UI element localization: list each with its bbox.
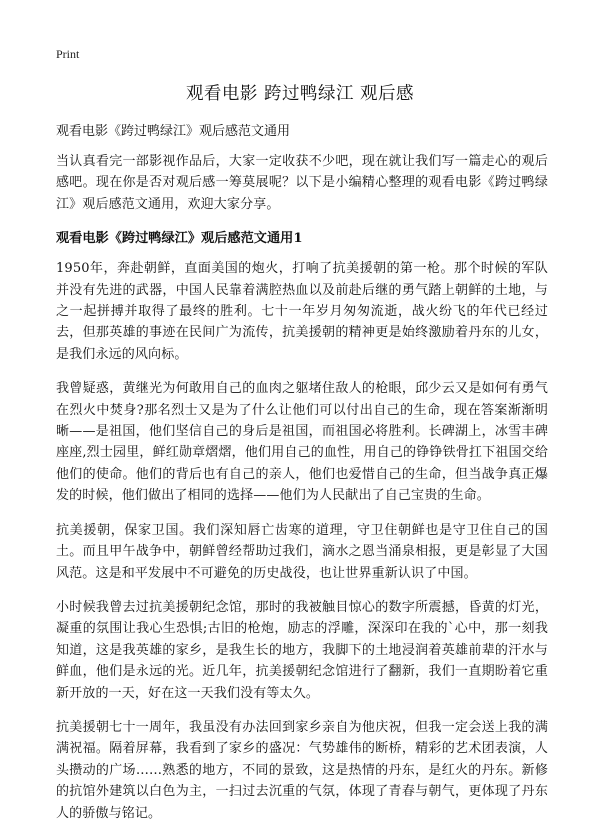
document-body — [56, 151, 548, 837]
body-paragraph-1: 1950年，奔赴朝鲜，直面美国的炮火，打响了抗美援朝的第一枪。那个时候的军队并没有先进的武器，中国人民靠着满腔热血以及前赴后继的勇气踏上朝鲜的土地，与之一起拼搏并取得了最终的胜利。七十一年岁月匆匆流逝，战火纷飞的年代已经过去，但那英雄的事迹在民间广为流传，抗美援朝的精神更是始终激励着丹东的儿女，是我们永远的风向标。 — [56, 261, 548, 362]
page-title: 观看电影 跨过鸭绿江 观后感 — [185, 84, 415, 104]
body-paragraph-5: 抗美援朝七十一周年，我虽没有办法回到家乡亲自为他庆祝，但我一定会送上我的满满祝福。隔着屏幕，我看到了家乡的盛况：气势雄伟的断桥，精彩的艺术团表演，人头攒动的广场……熟悉的地方，不同的景致，这是热情的丹东，是红火的丹东。新修的抗馆外建筑以白色为主，一扫过去沉重的气氛，体现了青春与朝气，更体现了丹东人的骄傲与铭记。 — [56, 719, 548, 821]
body-paragraph-3: 抗美援朝，保家卫国。我们深知唇亡齿寒的道理，守卫住朝鲜也是守卫住自己的国土。而且甲午战争中，朝鲜曾经帮助过我们，滴水之恩当涌泉相报，更是彰显了大国风范。这是和平发展中不可避免的历史战役，也让世界重新认识了中国。 — [56, 522, 548, 581]
document-subtitle: 观看电影《跨过鸭绿江》观后感范文通用 — [56, 124, 291, 139]
print-link[interactable]: Print — [56, 47, 80, 61]
body-paragraph-2: 我曾疑惑，黄继光为何敢用自己的血肉之躯堵住敌人的枪眼，邱少云又是如何有勇气在烈火中焚身?那名烈士又是为了什么让他们可以付出自己的生命，现在答案渐渐明晰——是祖国，他们坚信自己的身后是祖国，而祖国必将胜利。长碑湖上，冰雪丰碑座座,烈士园里，鲜红勋章熠熠，他们用自己的血性，用自己的铮铮铁骨扛下祖国交给他们的使命。他们的背后也有自己的亲人，他们也爱惜自己的生命，但当战争真正爆发的时候，他们做出了相同的选择——他们为人民献出了自己宝贵的生命。 — [56, 381, 548, 504]
section-heading: 观看电影《跨过鸭绿江》观后感范文通用1 — [56, 231, 303, 247]
body-paragraph-4: 小时候我曾去过抗美援朝纪念馆，那时的我被触目惊心的数字所震撼，昏黄的灯光，凝重的氛围让我心生恐惧;古旧的枪炮，励志的浮雕，深深印在我的`心中，那一刻我知道，这是我英雄的家乡，是我生长的地方，我脚下的土地浸润着英雄前辈的汗水与鲜血，他们是永远的光。近几年，抗美援朝纪念馆进行了翻新，我们一直期盼着它重新开放的一天，好在这一天我们没有等太久。 — [56, 599, 548, 701]
intro-paragraph: 当认真看完一部影视作品后，大家一定收获不少吧，现在就让我们写一篇走心的观后感吧。现在你是否对观后感一筹莫展呢？以下是小编精心整理的观看电影《跨过鸭绿江》观后感范文通用，欢迎大家分享。 — [56, 154, 548, 212]
